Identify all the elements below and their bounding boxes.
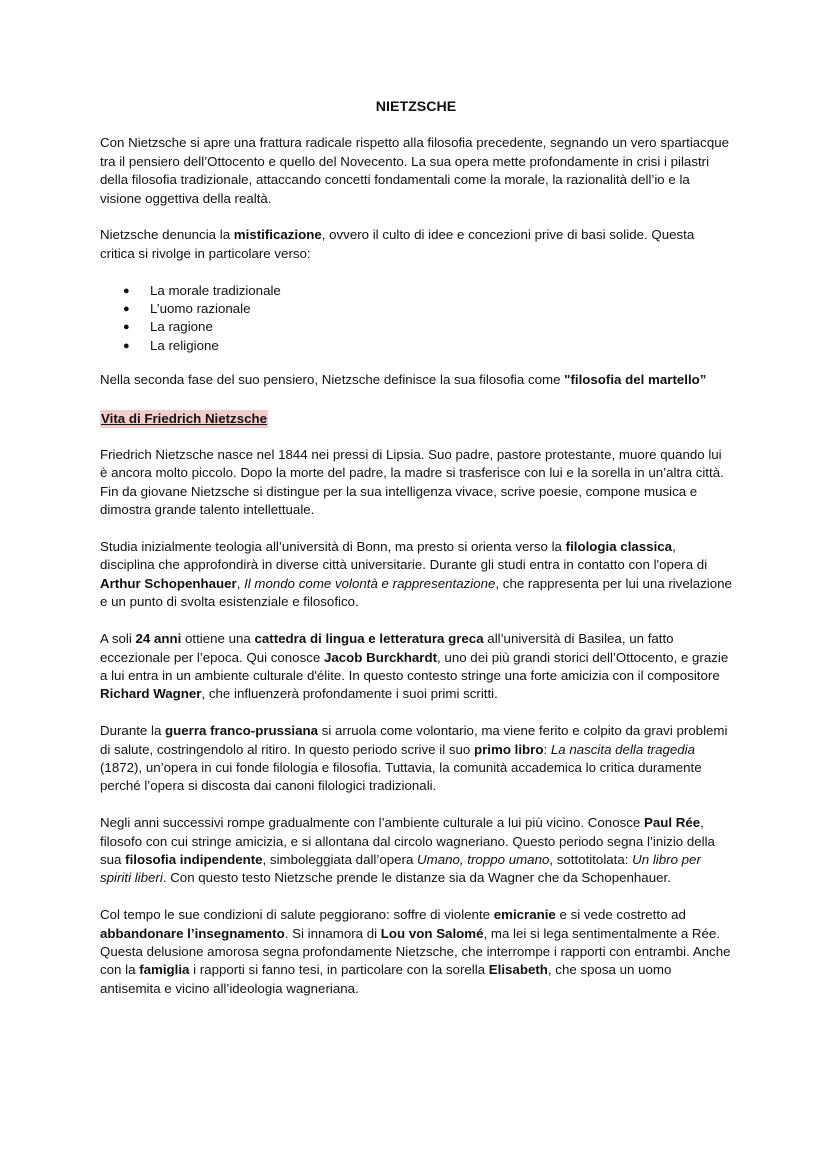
nascita-paragraph: Friedrich Nietzsche nasce nel 1844 nei pressi di Lipsia. Suo padre, pastore protestante, muore quando lui è ancora molto piccolo. Dopo la morte del padre, la madre si trasferisce con lui e la sorella in un’altra città. Fin da giovane Nietzsche si distingue per la sua intelligenza vivace, scrive poesie, compone musica e dimostra grande talento intellettuale. [100,447,724,518]
text-span: si arruola come volontario, ma viene ferito e colpito da gravi problemi di salute, costringendolo al ritiro. In questo periodo scrive il suo [100,723,728,757]
studi-paragraph [100,538,732,612]
bold-term: 24 anni [135,631,182,647]
bold-term: primo libro [474,741,544,757]
text-span: Col tempo le sue condizioni di salute peggiorano: soffre di violente [100,907,494,923]
bold-term: Arthur Schopenhauer [100,575,237,591]
section-heading: Vita di Friedrich Nietzsche [100,410,268,428]
bold-term: mistificazione [233,227,322,243]
text-span: Nella seconda fase del suo pensiero, Nietzsche definisce la sua filosofia come [100,372,565,388]
text-span: Negli anni successivi rompe gradualmente con l’ambiente culturale a lui più vicino. Conosce [100,815,644,831]
text-span: i rapporti si fanno tesi, in particolare con la sorella [189,962,489,978]
bold-term: Lou von Salomé [380,925,484,941]
text-span: , [236,575,245,591]
text-span: , disciplina che approfondirà in diverse città universitarie. Durante gli studi entra in contatto con l'opera di [100,539,708,573]
italic-title: Il mondo come volontà e rappresentazione [244,575,496,591]
bold-term: Jacob Burckhardt [323,649,438,665]
text-span: : [543,741,551,757]
bold-term: "filosofia del martello” [564,372,707,388]
list-item: ● L’uomo razionale [150,300,732,318]
text-span: Studia inizialmente teologia all’università di Bonn, ma presto si orienta verso la [100,539,566,555]
guerra-paragraph [100,722,732,796]
text-span: , ma lei si lega sentimentalmente a Rée. Questa delusione amorosa segna profondamente Nietzsche, che interrompe i rapporti con entrambi. Anche con la [100,925,731,978]
bold-term: guerra franco-prussiana [165,723,319,739]
text-span: . Con questo testo Nietzsche prende le distanze sia da Wagner che da Schopenhauer. [162,870,671,886]
bold-term: Elisabeth [488,962,548,978]
intro-paragraph: Con Nietzsche si apre una frattura radicale rispetto alla filosofia precedente, segnando un vero spartiacque tra il pensiero dell’Ottocento e quello del Novecento. La sua opera mette profondamente in crisi i pilastri della filosofia tradizionale, attaccando concetti fondamentali come la morale, la razionalità dell’io e la visione oggettiva della realtà. [100,135,730,206]
document-body [100,98,732,1017]
critiche-list [100,282,732,356]
ree-paragraph [100,814,732,888]
text-span: A soli [100,631,136,647]
salute-paragraph [100,906,732,998]
bold-term: abbandonare l’insegnamento [100,925,285,941]
text-span: , che rappresenta per lui una rivelazione e un punto di svolta esistenziale e filosofico. [100,575,732,610]
italic-title: Un libro per spiriti liberi [100,851,701,886]
text-span: , simboleggiata dall’opera [262,851,418,867]
text-span: , ovvero il culto di idee e concezioni prive di basi solide. Questa critica si rivolge in particolare verso: [100,227,695,261]
list-item: ● La ragione [150,318,732,336]
text-span: , sottotitolata: [549,851,633,867]
list-item: ● La religione [150,337,732,355]
page-title: NIETZSCHE [375,99,457,115]
section-heading-wrap [100,410,732,428]
bold-term: Richard Wagner [100,686,202,702]
martello-paragraph [100,371,732,389]
text-span: e si vede costretto ad [555,907,686,923]
text-span: all’università di Basilea, un fatto eccezionale per l’epoca. Qui conosce [100,631,674,665]
text-span: , uno dei più grandi storici dell’Ottocento, e grazie a lui entra in un ambiente culturale d'élite. In questo contesto stringe una forte amicizia con il compositore [100,649,729,683]
mistificazione-paragraph [100,226,732,263]
text-span: , che influenzerà profondamente i suoi primi scritti. [201,686,498,702]
italic-title: La nascita della tragedia [550,741,695,757]
text-span: , che sposa un uomo antisemita e vicino all’ideologia wagneriana. [100,962,672,996]
bold-term: Paul Rée [643,815,701,831]
bold-term: filologia classica [565,539,673,555]
text-span: (1872), un’opera in cui fonde filologia e filosofia. Tuttavia, la comunità accademica lo critica duramente perché l’opera si discosta dai canoni filologici tradizionali. [100,759,702,794]
bold-term: emicranie [493,907,556,923]
text-span: , filosofo con cui stringe amicizia, e si allontana dal circolo wagneriano. Questo periodo segna l’inizio della sua [100,815,715,867]
bold-term: filosofia indipendente [125,851,263,867]
basilea-paragraph [100,630,732,704]
bold-term: cattedra di lingua e letteratura greca [254,631,484,647]
text-span: . Si innamora di [284,925,381,941]
bold-term: famiglia [139,962,190,978]
text-span: Nietzsche denuncia la [100,227,234,243]
list-item: ● La morale tradizionale [150,282,732,300]
text-span: Durante la [100,723,166,739]
text-span: ottiene una [181,631,255,647]
italic-title: Umano, troppo umano [417,851,550,867]
